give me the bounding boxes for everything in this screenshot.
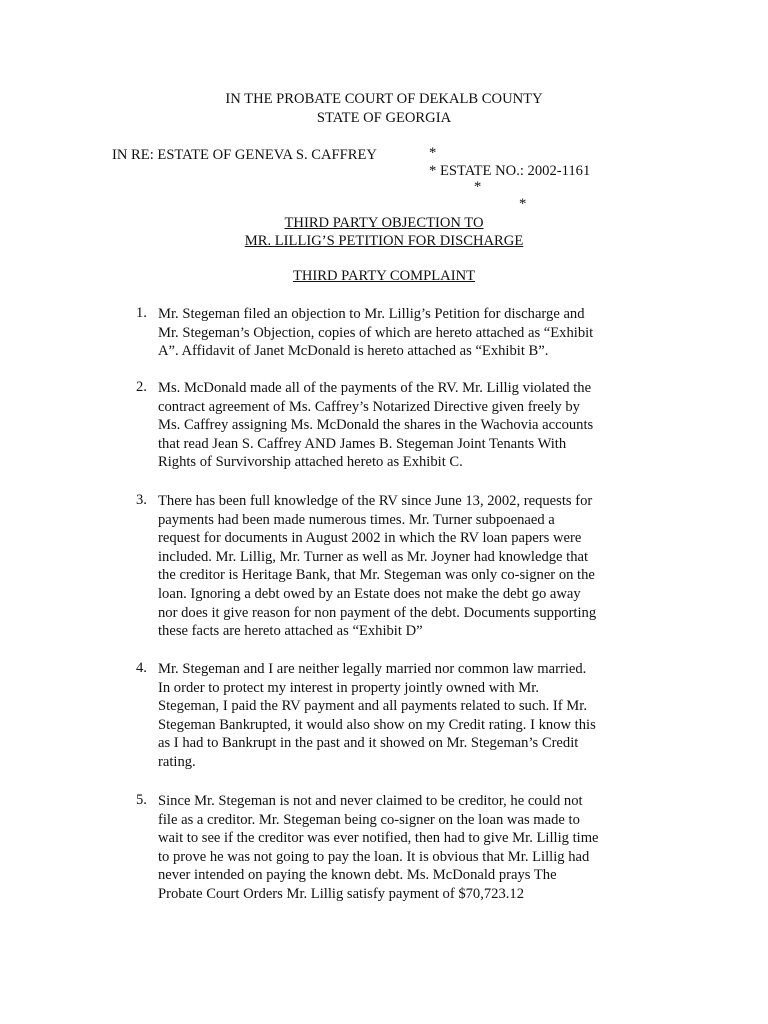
court-state-line: STATE OF GEORGIA <box>316 110 452 126</box>
paragraph-line: payments had been made numerous times. Mr. Turner subpoenaed a <box>158 511 555 528</box>
paragraph-line: Since Mr. Stegeman is not and never claimed to be creditor, he could not <box>158 793 583 809</box>
paragraph-line: Mr. Stegeman and I are neither legally married nor common law married. <box>158 661 587 677</box>
paragraph-line: wait to see if the creditor was ever notified, then had to give Mr. Lillig time <box>158 830 599 847</box>
paragraph-line: Rights of Survivorship attached hereto as Exhibit C. <box>158 454 463 471</box>
document-title-line2: MR. LILLIG’S PETITION FOR DISCHARGE <box>244 233 524 249</box>
paragraph-line: Stegeman Bankrupted, it would also show on my Credit rating. I know this <box>158 716 596 733</box>
paragraph-line: never intended on paying the known debt. Ms. McDonald prays The <box>158 867 557 884</box>
paragraph-number: 5. <box>136 792 147 808</box>
paragraph-line: There has been full knowledge of the RV since June 13, 2002, requests for <box>158 493 593 509</box>
paragraph-line: file as a creditor. Mr. Stegeman being co-signer on the loan was made to <box>158 811 580 828</box>
paragraph-line: Mr. Stegeman filed an objection to Mr. Lillig’s Petition for discharge and <box>158 306 585 322</box>
paragraph-line: nor does it give reason for non payment of the debt. Documents supporting <box>158 604 597 621</box>
paragraph-number: 1. <box>136 305 147 321</box>
paragraph-line: Ms. McDonald made all of the payments of the RV. Mr. Lillig violated the <box>158 380 592 396</box>
paragraph-line: A”. Affidavit of Janet McDonald is hereto attached as “Exhibit B”. <box>158 343 549 360</box>
caption-star: * <box>519 196 527 212</box>
paragraph-number: 2. <box>136 379 147 395</box>
paragraph-line: the creditor is Heritage Bank, that Mr. Stegeman was only co-signer on the <box>158 567 595 584</box>
caption-star: * <box>429 145 437 161</box>
paragraph-line: request for documents in August 2002 in which the RV loan papers were <box>158 530 582 547</box>
court-name-line: IN THE PROBATE COURT OF DEKALB COUNTY <box>225 91 543 107</box>
case-caption-in-re: IN RE: ESTATE OF GENEVA S. CAFFREY <box>112 147 377 163</box>
paragraph-line: rating. <box>158 753 196 770</box>
paragraph-number: 3. <box>136 492 147 508</box>
paragraph-number: 4. <box>136 660 147 676</box>
paragraph-line: Mr. Stegeman’s Objection, copies of which are hereto attached as “Exhibit <box>158 324 594 341</box>
paragraph-line: Ms. Caffrey assigning Ms. McDonald the shares in the Wachovia accounts <box>158 417 594 434</box>
paragraph-line: to prove he was not going to pay the loan. It is obvious that Mr. Lillig had <box>158 848 590 865</box>
estate-number: * ESTATE NO.: 2002-1161 <box>429 163 591 179</box>
paragraph-line: contract agreement of Ms. Caffrey’s Notarized Directive given freely by <box>158 398 580 415</box>
paragraph-line: these facts are hereto attached as “Exhibit D” <box>158 623 423 640</box>
paragraph-line: that read Jean S. Caffrey AND James B. Stegeman Joint Tenants With <box>158 435 567 452</box>
paragraph-line: included. Mr. Lillig, Mr. Turner as well as Mr. Joyner had knowledge that <box>158 548 589 565</box>
caption-star: * <box>474 179 482 195</box>
paragraph-line: In order to protect my interest in property jointly owned with Mr. <box>158 679 539 696</box>
paragraph-line: Probate Court Orders Mr. Lillig satisfy payment of $70,723.12 <box>158 885 525 902</box>
paragraph-line: as I had to Bankrupt in the past and it showed on Mr. Stegeman’s Credit <box>158 735 579 752</box>
paragraph-line: Stegeman, I paid the RV payment and all payments related to such. If Mr. <box>158 698 587 715</box>
paragraph-line: loan. Ignoring a debt owed by an Estate does not make the debt go away <box>158 585 581 602</box>
complaint-heading: THIRD PARTY COMPLAINT <box>292 268 476 284</box>
document-title-line1: THIRD PARTY OBJECTION TO <box>284 215 484 231</box>
